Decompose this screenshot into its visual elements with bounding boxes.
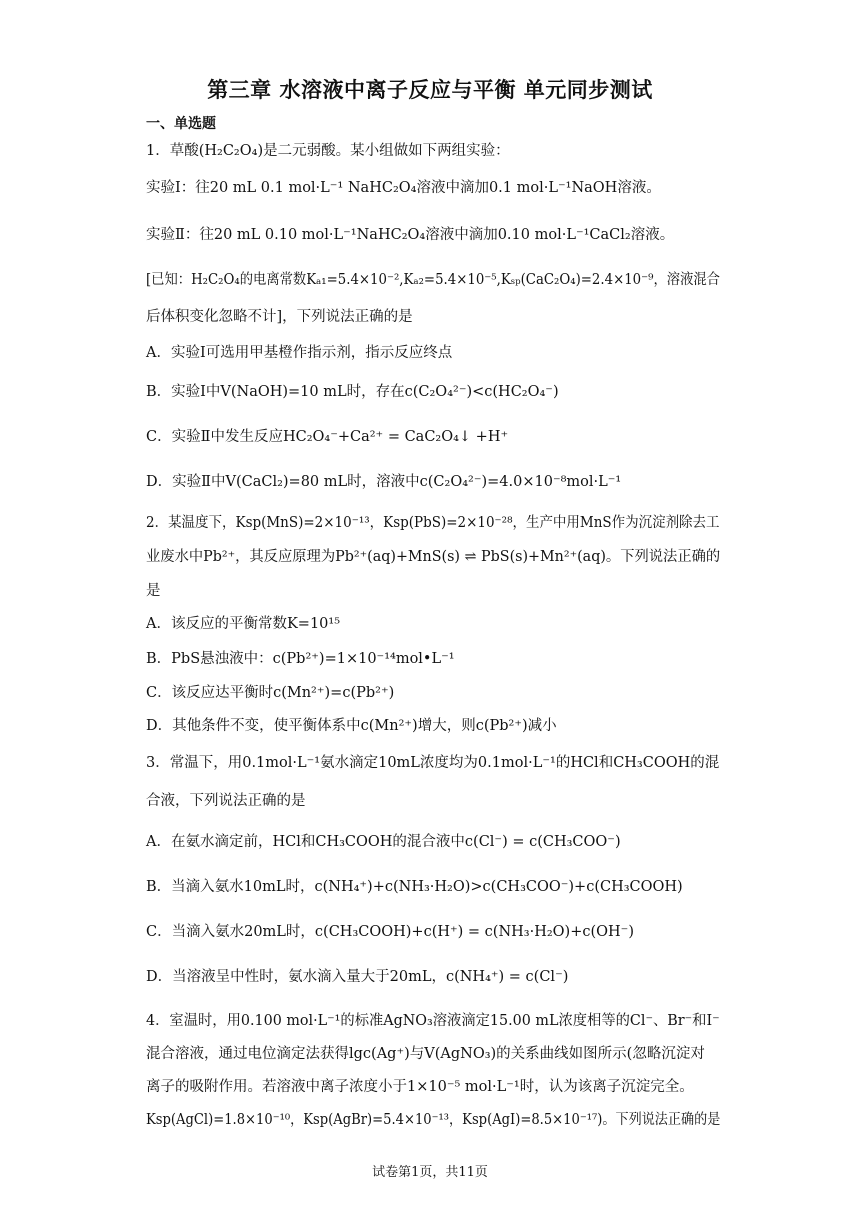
q1-known-data: [已知：H₂C₂O₄的电离常数Kₐ₁=5.4×10⁻²,Kₐ₂=5.4×10⁻⁵,Kₛₚ(CaC₂O₄)=2.4×10⁻⁹，溶液混合 (146, 272, 720, 288)
q3-option-a: A．在氨水滴定前，HCl和CH₃COOH的混合液中c(Cl⁻) = c(CH₃COO⁻) (146, 834, 621, 850)
q2-stem-end: 是 (146, 583, 161, 599)
q3-stem: 3．常温下，用0.1mol·L⁻¹氨水滴定10mL浓度均为0.1mol·L⁻¹的HCl和CH₃COOH的混 (146, 755, 720, 771)
q4-stem-cont: 混合溶液，通过电位滴定法获得lgc(Ag⁺)与V(AgNO₃)的关系曲线如图所示(忽略沉淀对 (146, 1046, 705, 1062)
q2-option-a: A．该反应的平衡常数K=10¹⁵ (146, 616, 341, 632)
page-title: 第三章 水溶液中离子反应与平衡 单元同步测试 (207, 78, 653, 102)
q2-option-d: D．其他条件不变，使平衡体系中c(Mn²⁺)增大，则c(Pb²⁺)减小 (146, 718, 557, 734)
section-heading: 一、单选题 (146, 116, 216, 132)
q3-option-d: D．当溶液呈中性时，氨水滴入量大于20mL，c(NH₄⁺) = c(Cl⁻) (146, 969, 569, 985)
q1-experiment-1: 实验Ⅰ：往20 mL 0.1 mol·L⁻¹ NaHC₂O₄溶液中滴加0.1 mol·L⁻¹NaOH溶液。 (146, 180, 661, 196)
q1-option-a: A．实验Ⅰ可选用甲基橙作指示剂，指示反应终点 (146, 345, 453, 361)
q3-stem-cont: 合液，下列说法正确的是 (146, 793, 306, 809)
q1-option-c: C．实验Ⅱ中发生反应HC₂O₄⁻+Ca²⁺ = CaC₂O₄↓ +H⁺ (146, 429, 509, 445)
q2-option-b: B．PbS悬浊液中：c(Pb²⁺)=1×10⁻¹⁴mol•L⁻¹ (146, 651, 455, 667)
q4-stem-cont-2: 离子的吸附作用。若溶液中离子浓度小于1×10⁻⁵ mol·L⁻¹时，认为该离子沉淀完全。 (146, 1079, 694, 1095)
q3-option-b: B．当滴入氨水10mL时，c(NH₄⁺)+c(NH₃·H₂O)>c(CH₃COO⁻)+c(CH₃COOH) (146, 879, 683, 895)
q1-option-d: D．实验Ⅱ中V(CaCl₂)=80 mL时，溶液中c(C₂O₄²⁻)=4.0×10⁻⁸mol·L⁻¹ (146, 474, 622, 490)
q1-option-b: B．实验Ⅰ中V(NaOH)=10 mL时，存在c(C₂O₄²⁻)<c(HC₂O₄⁻) (146, 384, 559, 400)
q3-option-c: C．当滴入氨水20mL时，c(CH₃COOH)+c(H⁺) = c(NH₃·H₂O)+c(OH⁻) (146, 924, 634, 940)
q2-stem: 2．某温度下，Ksp(MnS)=2×10⁻¹³，Ksp(PbS)=2×10⁻²⁸，生产中用MnS作为沉淀剂除去工 (146, 515, 720, 531)
q1-known-data-cont: 后体积变化忽略不计]，下列说法正确的是 (146, 309, 413, 325)
q4-stem: 4．室温时，用0.100 mol·L⁻¹的标准AgNO₃溶液滴定15.00 mL浓度相等的Cl⁻、Br⁻和I⁻ (146, 1013, 720, 1029)
q2-stem-cont: 业废水中Pb²⁺，其反应原理为Pb²⁺(aq)+MnS(s) ⇌ PbS(s)+Mn²⁺(aq)。下列说法正确的 (146, 549, 721, 565)
q4-stem-cont-3: Ksp(AgCl)=1.8×10⁻¹⁰，Ksp(AgBr)=5.4×10⁻¹³，Ksp(AgI)=8.5×10⁻¹⁷)。下列说法正确的是 (146, 1112, 721, 1128)
q1-stem: 1．草酸(H₂C₂O₄)是二元弱酸。某小组做如下两组实验： (146, 143, 510, 159)
page-footer: 试卷第1页，共11页 (372, 1165, 488, 1180)
q1-experiment-2: 实验Ⅱ：往20 mL 0.10 mol·L⁻¹NaHC₂O₄溶液中滴加0.10 mol·L⁻¹CaCl₂溶液。 (146, 227, 675, 243)
q2-option-c: C．该反应达平衡时c(Mn²⁺)=c(Pb²⁺) (146, 685, 395, 701)
